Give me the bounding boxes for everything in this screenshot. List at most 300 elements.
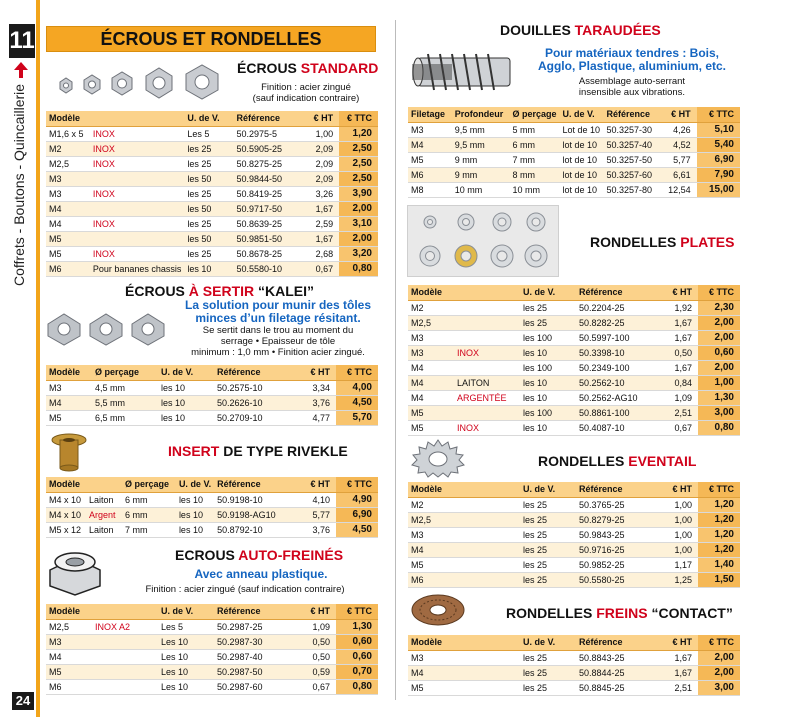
table-row — [46, 492, 378, 507]
contact-washer-image — [410, 592, 466, 628]
col-header: Modèle — [408, 285, 454, 300]
table-cell: 50.5580-10 — [233, 261, 302, 276]
table-cell — [454, 360, 520, 375]
table-cell: 7 mm — [122, 522, 176, 537]
col-header: Ø perçage — [509, 107, 559, 122]
table-cell: M3 — [46, 634, 92, 649]
table-cell: les 50 — [184, 171, 233, 186]
table-cell: les 10 — [158, 380, 214, 395]
table-cell: les 25 — [520, 497, 576, 512]
table-cell: M4 — [408, 137, 452, 152]
table-cell — [92, 664, 158, 679]
table-cell: 4,26 — [657, 122, 696, 137]
table-cell: 2,50 — [339, 171, 378, 186]
table-row — [46, 619, 378, 634]
col-header: Référence — [214, 365, 294, 380]
table-cell: 4,50 — [336, 522, 378, 537]
section-title-rondelles-plates: RONDELLES PLATES — [590, 234, 735, 250]
table-row — [46, 246, 378, 261]
table-cell: M2,5 — [408, 315, 454, 330]
col-header: Modèle — [46, 477, 86, 492]
table-cell: 50.2709-10 — [214, 410, 294, 425]
table-cell: lot de 10 — [560, 182, 604, 197]
table-cell: M2,5 — [46, 619, 92, 634]
table-row — [46, 186, 378, 201]
table-cell — [90, 201, 185, 216]
auto-note: Finition : acier zingué (sauf indication contraire) — [145, 584, 345, 595]
table-cell: M3 — [408, 122, 452, 137]
col-header: Modèle — [46, 111, 90, 126]
table-cell: 50.8279-25 — [576, 512, 656, 527]
table-cell: les 25 — [184, 186, 233, 201]
table-cell: M5 — [408, 557, 520, 572]
table-cell: 50.2349-100 — [576, 360, 656, 375]
col-header: € HT — [294, 365, 336, 380]
table-cell: 4,50 — [336, 395, 378, 410]
table-cell: 1,20 — [698, 497, 740, 512]
table-cell: 50.2562-AG10 — [576, 390, 656, 405]
table-cell: M3 — [408, 650, 520, 665]
table-row — [46, 156, 378, 171]
table-cell: Les 10 — [158, 664, 214, 679]
table-cell: 5 mm — [509, 122, 559, 137]
table-cell: 0,80 — [698, 420, 740, 435]
douilles-subtitle: Pour matériaux tendres : Bois, Agglo, Plastique, aluminium, etc. — [537, 46, 727, 73]
table-cell: 2,30 — [698, 300, 740, 315]
serrated-washer-image — [410, 438, 466, 478]
table-cell: M3 — [408, 345, 454, 360]
table-cell: les 25 — [520, 680, 576, 695]
table-cell: 5,5 mm — [92, 395, 158, 410]
table-cell: 1,92 — [656, 300, 698, 315]
col-header: Modèle — [408, 635, 520, 650]
table-row — [408, 137, 740, 152]
table-cell: les 25 — [520, 512, 576, 527]
table-cell: les 10 — [520, 420, 576, 435]
table-cell: 50.8792-10 — [214, 522, 294, 537]
table-cell: M3 — [46, 171, 90, 186]
table-cell: 50.9717-50 — [233, 201, 302, 216]
table-cell: les 100 — [520, 360, 576, 375]
table-cell — [90, 231, 185, 246]
col-header: Référence — [576, 635, 656, 650]
nylstop-nut-image — [44, 548, 106, 596]
table-cell: 2,00 — [698, 665, 740, 680]
table-cell: les 100 — [520, 405, 576, 420]
table-cell: 50.8639-25 — [233, 216, 302, 231]
table-cell: 50.9198-AG10 — [214, 507, 294, 522]
table-cell: 50.9844-50 — [233, 171, 302, 186]
table-cell: 50.2204-25 — [576, 300, 656, 315]
table-cell: 0,50 — [294, 634, 336, 649]
table-cell: 4,77 — [294, 410, 336, 425]
table-cell: 8 mm — [509, 167, 559, 182]
table-cell: INOX — [90, 186, 185, 201]
table-cell: 2,00 — [698, 330, 740, 345]
table-cell: 6 mm — [509, 137, 559, 152]
table-cell: 2,09 — [302, 141, 339, 156]
table-cell: 50.2987-40 — [214, 649, 294, 664]
table-cell: 50.4087-10 — [576, 420, 656, 435]
table-cell: 3,00 — [698, 405, 740, 420]
table-cell: INOX — [90, 216, 185, 231]
col-header: € HT — [657, 107, 696, 122]
section-title-insert: INSERT DE TYPE RIVEKLE — [168, 443, 348, 459]
table-row — [408, 360, 740, 375]
table-cell: 0,67 — [302, 261, 339, 276]
table-cell — [454, 300, 520, 315]
table-cell: M5 — [46, 231, 90, 246]
table-row — [408, 315, 740, 330]
table-cell: 50.8845-25 — [576, 680, 656, 695]
table-cell: 50.8282-25 — [576, 315, 656, 330]
table-cell: les 25 — [184, 156, 233, 171]
table-cell: M4 — [408, 542, 520, 557]
table-cell: Pour bananes chassis — [90, 261, 185, 276]
table-cell: 6 mm — [122, 492, 176, 507]
table-cell: 12,54 — [657, 182, 696, 197]
table-cell: M3 — [46, 380, 92, 395]
table-cell: M8 — [408, 182, 452, 197]
col-header: € TTC — [698, 482, 740, 497]
table-cell: Laiton — [86, 522, 122, 537]
table-cell: 50.2987-30 — [214, 634, 294, 649]
page-banner: ÉCROUS ET RONDELLES — [46, 26, 376, 52]
table-cell: 1,00 — [656, 527, 698, 542]
table-row — [46, 216, 378, 231]
table-cell: M4 — [46, 216, 90, 231]
table-cell: Lot de 10 — [560, 122, 604, 137]
table-cell: 50.2987-60 — [214, 679, 294, 694]
table-cell: les 10 — [176, 507, 214, 522]
table-cell: les 10 — [176, 522, 214, 537]
table-cell: 6,5 mm — [92, 410, 158, 425]
table-cell: 0,50 — [656, 345, 698, 360]
table-cell: INOX — [90, 126, 185, 141]
table-cell — [454, 315, 520, 330]
table-cell: 50.9851-50 — [233, 231, 302, 246]
table-cell: 4,90 — [336, 492, 378, 507]
table-row — [408, 300, 740, 315]
table-cell: 50.8419-25 — [233, 186, 302, 201]
table-cell: les 10 — [176, 492, 214, 507]
table-cell: 3,00 — [698, 680, 740, 695]
flat-washers-photo — [407, 205, 559, 277]
sertir-subtitle: La solution pour munir des tôles minces d’un filetage résitant. — [184, 298, 371, 325]
table-cell: 1,30 — [698, 390, 740, 405]
table-ecrous-standard — [46, 111, 378, 277]
table-cell: les 100 — [520, 330, 576, 345]
table-ecrous-sertir — [46, 365, 378, 426]
table-cell: 10 mm — [509, 182, 559, 197]
table-row — [46, 261, 378, 276]
table-cell: M4 — [408, 390, 454, 405]
table-row — [408, 557, 740, 572]
table-cell: M4 — [408, 360, 454, 375]
table-row — [408, 680, 740, 695]
col-header: Référence — [603, 107, 657, 122]
table-cell: 2,50 — [339, 156, 378, 171]
col-header: € TTC — [336, 604, 378, 619]
section-title-rondelles-eventail: RONDELLES EVENTAIL — [538, 453, 697, 469]
table-cell: 2,00 — [698, 650, 740, 665]
table-row — [408, 152, 740, 167]
table-cell: les 25 — [520, 527, 576, 542]
table-cell: 6,90 — [697, 152, 740, 167]
col-header — [86, 477, 122, 492]
table-cell: 1,20 — [698, 542, 740, 557]
table-cell — [454, 405, 520, 420]
table-cell: 50.2987-50 — [214, 664, 294, 679]
table-cell: 1,00 — [656, 512, 698, 527]
table-cell: 50.5580-25 — [576, 572, 656, 587]
table-row — [408, 542, 740, 557]
col-header: Référence — [233, 111, 302, 126]
table-cell: INOX — [90, 156, 185, 171]
table-cell: 50.8678-25 — [233, 246, 302, 261]
col-header: € HT — [656, 635, 698, 650]
table-cell: INOX — [454, 420, 520, 435]
table-cell: Argent — [86, 507, 122, 522]
table-cell: 5,40 — [697, 137, 740, 152]
table-cell: 15,00 — [697, 182, 740, 197]
col-header: U. de V. — [520, 285, 576, 300]
table-cell: 50.3257-30 — [603, 122, 657, 137]
col-header: € HT — [302, 111, 339, 126]
table-cell: 2,09 — [302, 156, 339, 171]
table-cell: 2,50 — [339, 141, 378, 156]
table-cell: les 25 — [184, 216, 233, 231]
col-header: € HT — [294, 604, 336, 619]
table-cell: M3 — [408, 527, 520, 542]
table-row — [46, 171, 378, 186]
table-row — [408, 167, 740, 182]
table-cell: 0,60 — [336, 634, 378, 649]
douilles-note: Assemblage auto-serrant insensible aux vibrations. — [578, 76, 686, 98]
table-row — [46, 380, 378, 395]
col-header: Référence — [576, 285, 656, 300]
table-row — [46, 410, 378, 425]
col-header: Modèle — [46, 365, 92, 380]
table-cell: 50.3257-40 — [603, 137, 657, 152]
table-cell: les 25 — [520, 557, 576, 572]
table-cell: 1,30 — [336, 619, 378, 634]
col-header: € HT — [656, 482, 698, 497]
table-cell: 0,50 — [294, 649, 336, 664]
column-divider — [395, 20, 396, 700]
table-cell: 1,67 — [302, 231, 339, 246]
table-cell: 1,50 — [698, 572, 740, 587]
table-cell: M5 — [408, 680, 520, 695]
table-row — [46, 395, 378, 410]
table-cell: M4 — [408, 375, 454, 390]
table-row — [46, 507, 378, 522]
table-cell: 3,26 — [302, 186, 339, 201]
table-cell — [454, 330, 520, 345]
table-cell: INOX — [454, 345, 520, 360]
table-row — [408, 122, 740, 137]
table-row — [408, 390, 740, 405]
table-cell: 50.9843-25 — [576, 527, 656, 542]
table-cell: 1,67 — [656, 650, 698, 665]
table-cell: 9 mm — [452, 167, 510, 182]
table-cell: 2,09 — [302, 171, 339, 186]
table-cell: 1,20 — [339, 126, 378, 141]
table-cell: 9,5 mm — [452, 137, 510, 152]
col-header: Référence — [214, 477, 294, 492]
table-cell: M3 — [46, 186, 90, 201]
col-header — [92, 604, 158, 619]
table-cell: 50.5997-100 — [576, 330, 656, 345]
table-cell: les 25 — [520, 542, 576, 557]
table-cell: M1,6 x 5 — [46, 126, 90, 141]
table-cell: 3,90 — [339, 186, 378, 201]
table-cell: 50.3257-80 — [603, 182, 657, 197]
table-cell: 3,76 — [294, 522, 336, 537]
table-cell: 1,00 — [302, 126, 339, 141]
table-cell: 2,00 — [698, 360, 740, 375]
table-cell: M6 — [408, 572, 520, 587]
table-cell: M5 — [408, 152, 452, 167]
table-cell: 3,20 — [339, 246, 378, 261]
table-cell — [92, 679, 158, 694]
table-ecrous-auto — [46, 604, 378, 695]
kalei-nuts-image — [44, 306, 174, 346]
col-header: Ø perçage — [122, 477, 176, 492]
table-cell: M2,5 — [408, 512, 520, 527]
table-cell: M6 — [408, 167, 452, 182]
table-cell: 1,09 — [656, 390, 698, 405]
col-header: Référence — [576, 482, 656, 497]
col-header: Profondeur — [452, 107, 510, 122]
table-cell: 2,00 — [339, 201, 378, 216]
table-row — [46, 126, 378, 141]
table-row — [408, 497, 740, 512]
table-cell: les 50 — [184, 201, 233, 216]
col-header: Ø perçage — [92, 365, 158, 380]
table-cell: lot de 10 — [560, 167, 604, 182]
table-cell: les 10 — [158, 395, 214, 410]
table-cell: 1,00 — [698, 375, 740, 390]
col-header: U. de V. — [158, 365, 214, 380]
table-cell: lot de 10 — [560, 137, 604, 152]
table-cell: M5 — [46, 410, 92, 425]
table-cell: les 10 — [520, 375, 576, 390]
table-cell: INOX A2 — [92, 619, 158, 634]
table-cell: 0,67 — [294, 679, 336, 694]
table-cell: M6 — [46, 679, 92, 694]
table-cell: 50.2575-10 — [214, 380, 294, 395]
table-cell: M4 — [46, 649, 92, 664]
sidebar — [0, 0, 38, 717]
note-finition: Finition : acier zingué (sauf indication contraire) — [252, 82, 360, 104]
table-rondelles-freins — [408, 635, 740, 696]
table-row — [46, 201, 378, 216]
table-row — [408, 572, 740, 587]
table-cell: les 25 — [520, 650, 576, 665]
table-cell: 50.3257-60 — [603, 167, 657, 182]
section-title-ecrous-standard: ÉCROUS STANDARD — [237, 60, 379, 76]
table-row — [408, 665, 740, 680]
table-cell: 1,00 — [656, 497, 698, 512]
table-cell: 1,40 — [698, 557, 740, 572]
table-cell: M5 — [408, 405, 454, 420]
table-cell: LAITON — [454, 375, 520, 390]
table-cell: 50.2975-5 — [233, 126, 302, 141]
section-title-rondelles-freins: RONDELLES FREINS “CONTACT” — [506, 605, 733, 621]
section-title-ecrous-auto: ECROUS AUTO-FREINÉS — [175, 547, 344, 563]
table-row — [46, 141, 378, 156]
table-cell: les 25 — [184, 141, 233, 156]
table-cell: 3,10 — [339, 216, 378, 231]
table-cell: 50.8861-100 — [576, 405, 656, 420]
col-header: € HT — [294, 477, 336, 492]
threaded-insert-image — [412, 44, 522, 98]
col-header: Référence — [214, 604, 294, 619]
table-cell — [92, 634, 158, 649]
table-cell: M3 — [408, 330, 454, 345]
table-cell: 50.8844-25 — [576, 665, 656, 680]
table-cell: M4 x 10 — [46, 492, 86, 507]
section-title-ecrous-sertir: ÉCROUS À SERTIR “KALEI” — [125, 283, 315, 299]
table-cell: 5,70 — [336, 410, 378, 425]
table-cell: 1,00 — [656, 542, 698, 557]
table-cell: INOX — [90, 246, 185, 261]
table-cell: 50.3257-50 — [603, 152, 657, 167]
table-cell: 1,09 — [294, 619, 336, 634]
table-cell: 1,67 — [656, 315, 698, 330]
table-cell: les 10 — [520, 390, 576, 405]
table-rondelles-plates — [408, 285, 740, 436]
table-cell: les 25 — [520, 572, 576, 587]
table-cell: 10 mm — [452, 182, 510, 197]
table-cell: M5 — [46, 664, 92, 679]
table-row — [46, 231, 378, 246]
table-cell: 0,70 — [336, 664, 378, 679]
table-cell: les 25 — [184, 246, 233, 261]
table-cell: 2,00 — [339, 231, 378, 246]
table-row — [46, 664, 378, 679]
table-cell: Les 5 — [158, 619, 214, 634]
table-cell: lot de 10 — [560, 152, 604, 167]
col-header: € TTC — [339, 111, 378, 126]
col-header: € TTC — [336, 365, 378, 380]
table-insert — [46, 477, 378, 538]
table-cell: 7 mm — [509, 152, 559, 167]
col-header: € HT — [656, 285, 698, 300]
table-cell: 0,60 — [698, 345, 740, 360]
table-cell: 1,67 — [302, 201, 339, 216]
table-cell: 1,20 — [698, 527, 740, 542]
table-cell: M5 — [46, 246, 90, 261]
sidebar-divider — [36, 0, 40, 717]
table-cell: 4,00 — [336, 380, 378, 395]
col-header — [90, 111, 185, 126]
table-cell: 5,77 — [294, 507, 336, 522]
table-cell: 50.2562-10 — [576, 375, 656, 390]
table-cell: 1,20 — [698, 512, 740, 527]
table-cell: 4,10 — [294, 492, 336, 507]
table-cell — [90, 171, 185, 186]
table-cell: ARGENTÉE — [454, 390, 520, 405]
table-cell: 5,77 — [657, 152, 696, 167]
table-cell: 1,17 — [656, 557, 698, 572]
table-cell: M4 — [46, 201, 90, 216]
table-cell: M5 x 12 — [46, 522, 86, 537]
table-cell: M5 — [408, 420, 454, 435]
col-header: € TTC — [336, 477, 378, 492]
table-cell: 2,51 — [656, 405, 698, 420]
